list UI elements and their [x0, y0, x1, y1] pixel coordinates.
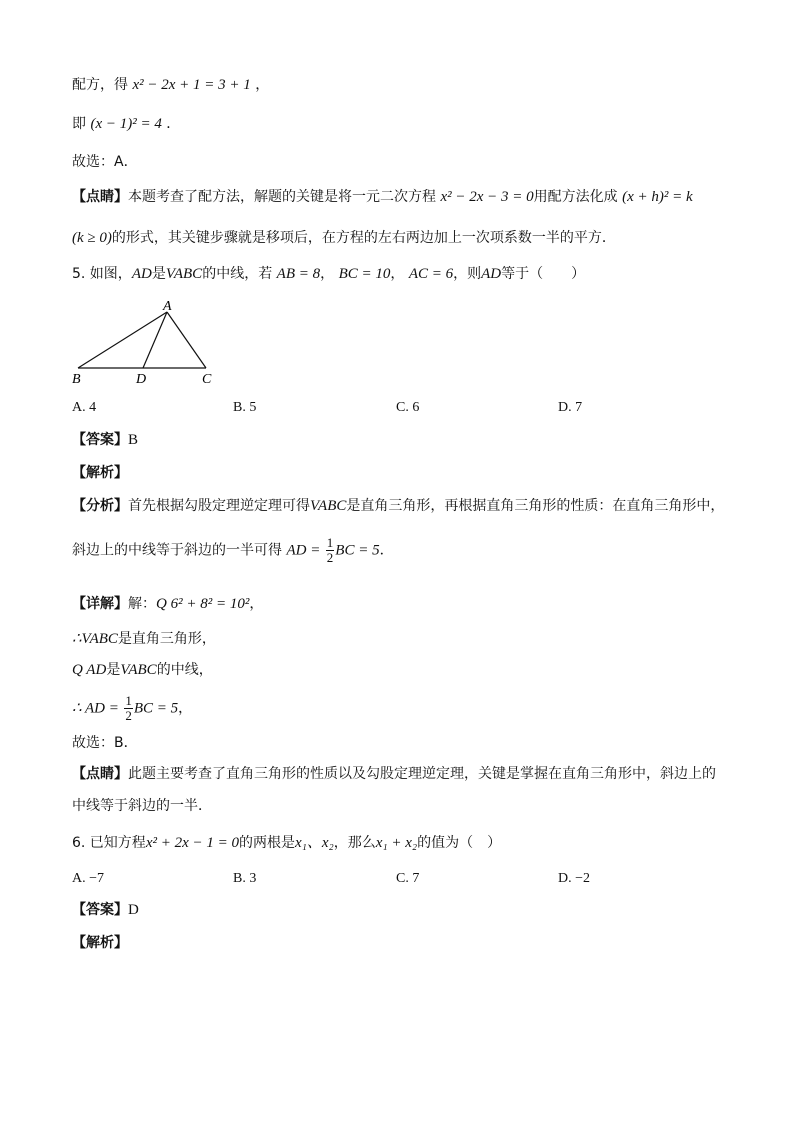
fraction-one-half: $\frac{1}{2}$ [326, 535, 334, 565]
q4-choice: 故选：A． [72, 154, 138, 170]
label-b: B [72, 372, 81, 387]
q5-detail-line2: ∴VABC是直角三角形， [72, 631, 216, 647]
q5-detail-line4: ∴ AD = $\frac{1}{2}$ BC = 5， [72, 693, 193, 723]
q4-comment-line1: 【点睛】本题考查了配方法，解题的关键是将一元二次方程 x² − 2x − 3 = 0用配方法化成 (x + h)² = k [72, 189, 693, 205]
q6-option-a: A. −7 [72, 871, 105, 886]
side-ac [167, 312, 206, 368]
q6-stem: 6. 已知方程x² + 2x − 1 = 0的两根是x₁、x₂，那么x₁ + x₂的值为（ ） [72, 835, 502, 851]
q5-choice: 故选：B． [72, 735, 138, 751]
q6-option-b: B. 3 [233, 871, 257, 886]
side-ab [78, 312, 167, 368]
q5-analysis-tag: 【解析】 [72, 465, 128, 481]
label-a: A [163, 299, 172, 314]
q4-step-result: 即 (x − 1)² = 4 ． [72, 116, 181, 132]
q5-fenxi-line2: 斜边上的中线等于斜边的一半可得 AD = $\frac{1}{2}$ BC = 5． [72, 535, 394, 565]
q5-stem: 5. 如图，AD是VABC的中线，若 AB = 8， BC = 10， AC = 6，则AD等于（ ） [72, 266, 586, 282]
q5-option-d: D. 7 [558, 400, 583, 415]
triangle-abc-figure [70, 298, 230, 390]
q5-answer: 【答案】B [72, 432, 139, 448]
label-d: D [136, 372, 147, 387]
q6-answer: 【答案】D [72, 902, 139, 918]
q5-detail-line3: Q AD是VABC的中线， [72, 662, 213, 678]
median-ad [143, 312, 167, 368]
q5-fenxi-line1: 【分析】首先根据勾股定理逆定理可得VABC是直角三角形，再根据直角三角形的性质：在直角三角形中， [72, 498, 725, 514]
q4-step-complete-square: 配方，得 x² − 2x + 1 = 3 + 1 ， [72, 77, 270, 93]
q5-option-b: B. 5 [233, 400, 257, 415]
q6-option-c: C. 7 [396, 871, 420, 886]
label-c: C [202, 372, 212, 387]
q4-comment-line2: (k ≥ 0)的形式，其关键步骤就是移项后，在方程的左右两边加上一次项系数一半的平方． [72, 230, 616, 246]
q5-option-a: A. 4 [72, 400, 97, 415]
q5-comment-line1: 【点睛】此题主要考查了直角三角形的性质以及勾股定理逆定理，关键是掌握在直角三角形中，斜边上的 [72, 766, 716, 782]
q5-option-c: C. 6 [396, 400, 420, 415]
q6-option-d: D. −2 [558, 871, 591, 886]
q5-comment-line2: 中线等于斜边的一半． [72, 798, 212, 814]
q6-analysis-tag: 【解析】 [72, 935, 128, 951]
q5-detail-line1: 【详解】解：Q 6² + 8² = 10²， [72, 596, 264, 612]
fraction-one-half-detail: $\frac{1}{2}$ [125, 693, 132, 723]
